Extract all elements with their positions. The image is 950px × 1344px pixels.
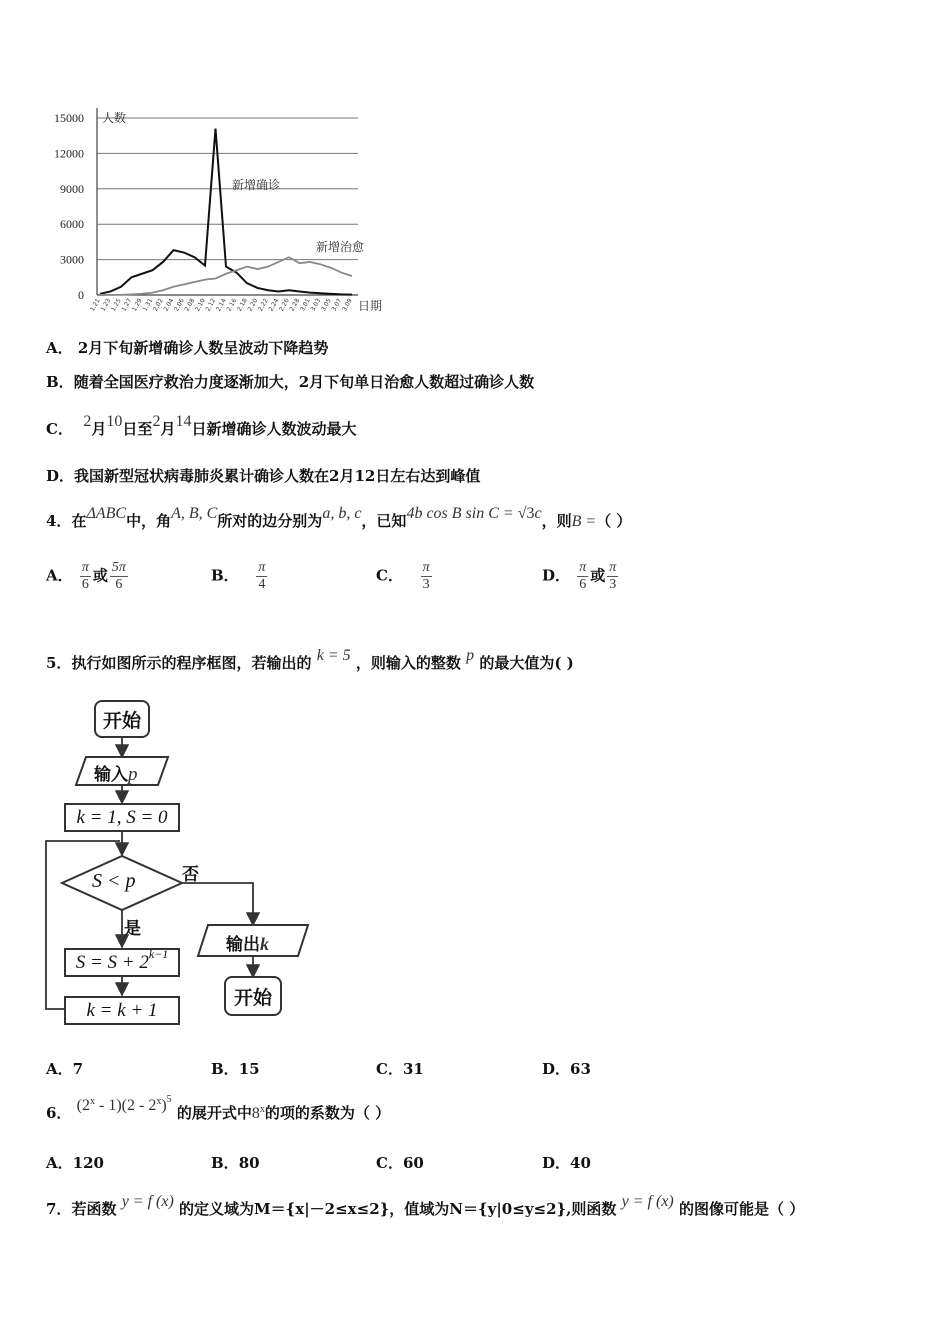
q5-stem: 5．执行如图所示的程序框图，若输出的 k = 5 ，则输入的整数 p 的最大值为( ) bbox=[46, 647, 574, 672]
q4-option-a: A． $\frac{\pi}{6}$ 或 $\frac{5\pi}{6}$ bbox=[46, 560, 126, 592]
x-tick-label: 3.07 bbox=[330, 297, 344, 313]
flow-start-box: 开始 bbox=[94, 700, 150, 738]
q4-option-d: D． $\frac{\pi}{6}$ 或 $\frac{\pi}{3}$ bbox=[542, 560, 617, 592]
chart-y-ticks bbox=[54, 111, 84, 302]
flow-end-box: 开始 bbox=[224, 976, 282, 1016]
epidemic-line-chart bbox=[40, 100, 390, 320]
q3-option-c: C． 2月10日至2月14日新增确诊人数波动最大 bbox=[46, 413, 357, 438]
x-tick-label: 2.26 bbox=[277, 297, 291, 313]
x-tick-label: 2.22 bbox=[256, 297, 270, 313]
q6-option-a: A．120 bbox=[46, 1154, 104, 1172]
x-tick-label: 1.25 bbox=[109, 297, 123, 313]
y-tick-label: 15000 bbox=[54, 111, 84, 125]
y-tick-label: 9000 bbox=[60, 181, 84, 196]
x-tick-label: 1.31 bbox=[141, 297, 155, 313]
flow-assign-k-box: k = k + 1 bbox=[64, 996, 180, 1025]
q4-stem: 4．在ΔABC中，角A, B, C所对的边分别为a, b, c，已知4b cos B sin C = √3c，则B =（ ） bbox=[46, 505, 632, 530]
q4-option-b: B． $\frac{\pi}{4}$ bbox=[211, 560, 266, 592]
x-tick-label: 3.03 bbox=[309, 297, 323, 313]
x-tick-label: 2.28 bbox=[288, 297, 302, 313]
x-tick-label: 3.09 bbox=[340, 297, 354, 313]
x-tick-label: 2.02 bbox=[151, 297, 165, 313]
x-tick-label: 1.27 bbox=[120, 297, 134, 313]
x-tick-label: 3.01 bbox=[298, 297, 312, 313]
x-tick-label: 2.10 bbox=[193, 297, 207, 313]
q6-option-b: B．80 bbox=[211, 1154, 260, 1172]
x-tick-label: 2.06 bbox=[172, 297, 186, 313]
q6-option-c: C．60 bbox=[376, 1154, 424, 1172]
q5-option-a: A．7 bbox=[46, 1060, 84, 1078]
x-tick-label: 1.23 bbox=[99, 297, 113, 313]
flow-yes-label: 是 bbox=[124, 919, 141, 939]
flow-output-label: 输出k bbox=[226, 934, 269, 955]
q3-option-d: D．我国新型冠状病毒肺炎累计确诊人数在2月12日左右达到峰值 bbox=[46, 467, 481, 485]
x-tick-label: 2.04 bbox=[162, 297, 176, 313]
x-tick-label: 2.14 bbox=[214, 297, 228, 313]
x-tick-label: 2.16 bbox=[225, 297, 239, 313]
series-label-new-cured: 新增治愈 bbox=[316, 240, 365, 254]
y-axis-label: 人数 bbox=[102, 111, 127, 125]
q6-stem: 6． (2$^x$ - 1)(2 - 2$^x$)$^5$ 的展开式中8$^x$的项的系数为（ ） bbox=[46, 1094, 391, 1122]
q5-option-b: B．15 bbox=[211, 1060, 260, 1078]
q5-option-c: C．31 bbox=[376, 1060, 424, 1078]
q7-stem: 7．若函数 y = f (x) 的定义域为M＝{x|－2≤x≤2}，值域为N＝{y|0≤y≤2},则函数 y = f (x) 的图像可能是（ ） bbox=[46, 1193, 805, 1218]
q6-option-d: D．40 bbox=[542, 1154, 591, 1172]
flow-no-label: 否 bbox=[182, 865, 199, 885]
x-tick-label: 1.29 bbox=[130, 297, 144, 313]
x-tick-label: 2.12 bbox=[204, 297, 218, 313]
x-tick-label: 2.18 bbox=[235, 297, 249, 313]
flow-input-label: 输入p bbox=[94, 764, 138, 785]
q5-option-d: D．63 bbox=[542, 1060, 591, 1078]
y-tick-label: 6000 bbox=[60, 217, 84, 232]
y-tick-label: 0 bbox=[78, 288, 84, 302]
chart-grid bbox=[97, 118, 358, 260]
series-label-new-confirmed: 新增确诊 bbox=[232, 178, 281, 192]
q3-option-b: B．随着全国医疗救治力度逐渐加大，2月下旬单日治愈人数超过确诊人数 bbox=[46, 373, 535, 391]
x-tick-label: 3.05 bbox=[319, 297, 333, 313]
x-tick-label: 1.21 bbox=[88, 297, 102, 313]
chart-x-ticks bbox=[89, 297, 354, 312]
q4-option-c: C． $\frac{\pi}{3}$ bbox=[376, 560, 430, 592]
x-tick-label: 2.20 bbox=[246, 297, 260, 313]
y-tick-label: 3000 bbox=[60, 252, 84, 267]
x-axis-label: 日期 bbox=[358, 299, 383, 313]
x-tick-label: 2.08 bbox=[183, 297, 197, 313]
q3-option-a: A． 2月下旬新增确诊人数呈波动下降趋势 bbox=[46, 339, 329, 357]
flow-init-box: k = 1, S = 0 bbox=[64, 803, 180, 832]
flow-condition-label: S < p bbox=[92, 870, 136, 892]
flow-assign-s-box: S = S + 2 k−1 bbox=[64, 948, 180, 977]
y-tick-label: 12000 bbox=[54, 146, 84, 161]
x-tick-label: 2.24 bbox=[267, 297, 281, 313]
